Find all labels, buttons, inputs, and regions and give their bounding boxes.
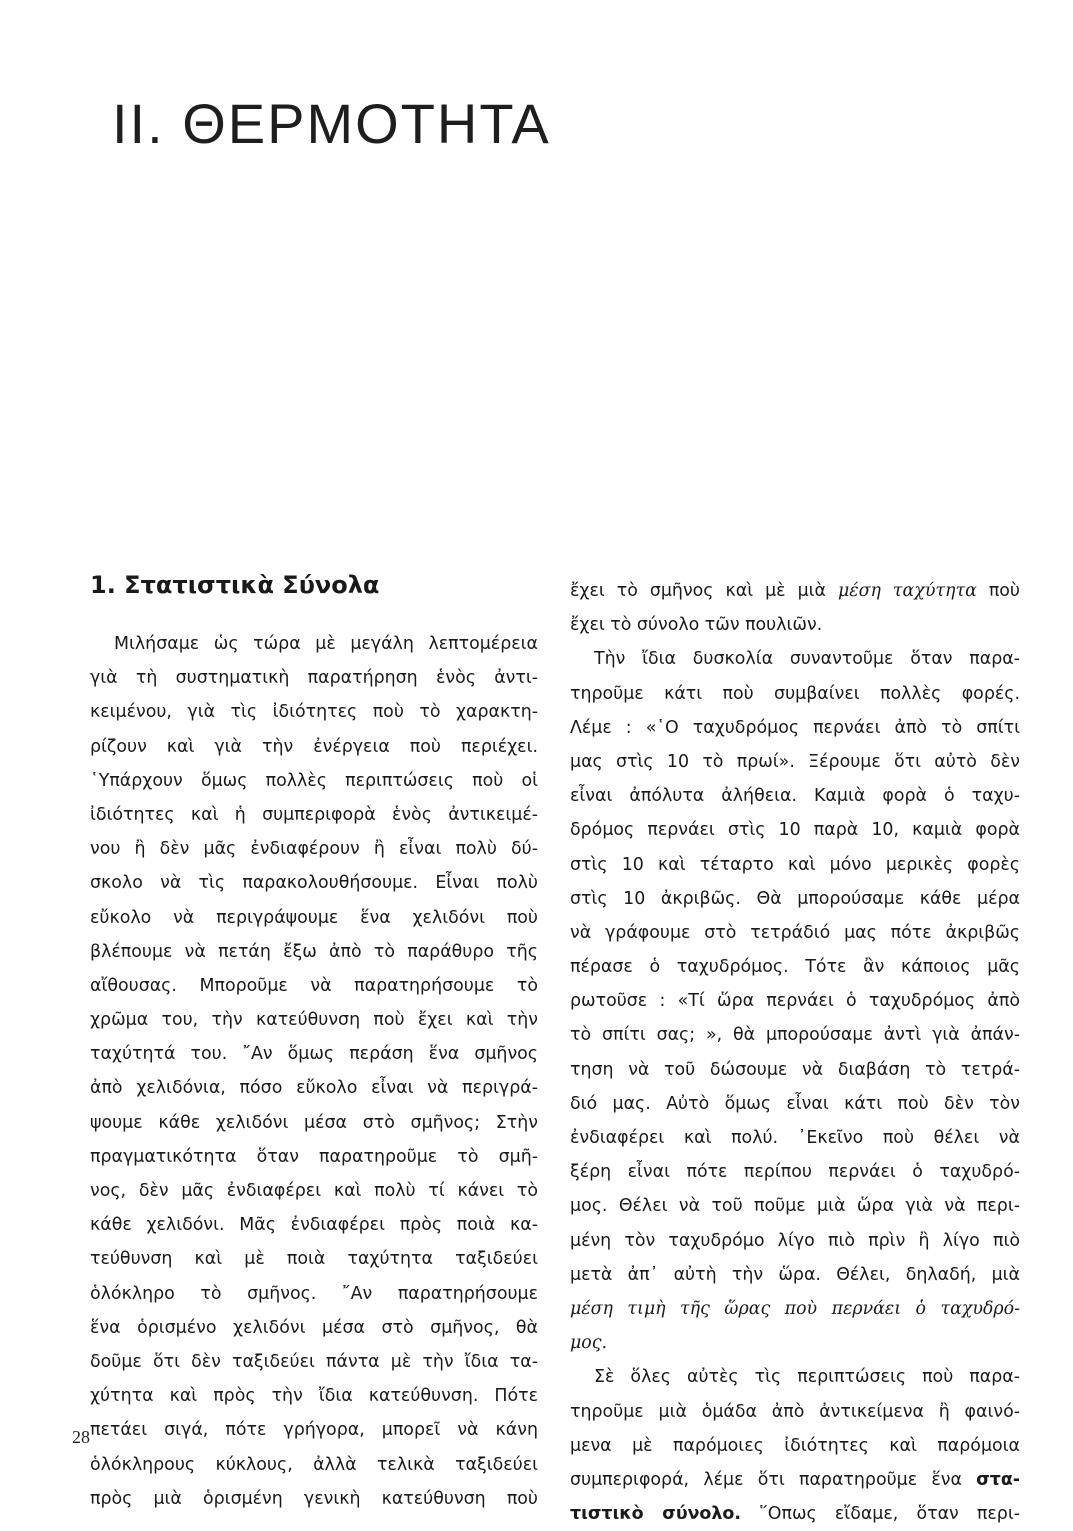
text-line: ἔχει τὸ σύνολο τῶν πουλιῶν.	[570, 615, 823, 636]
text-line: ῾Υπάρχουν ὅμως πολλὲς περιπτώσεις ποὺ οἱ	[90, 770, 538, 791]
text-line: εὔκολο νὰ περιγράψουμε ἕνα χελιδόνι ποὺ	[90, 907, 538, 928]
text-line: τηση νὰ τοῦ δώσουμε νὰ διαβάση τὸ τετρά-	[570, 1059, 1020, 1080]
text-line: δρόμος περνάει στὶς 10 παρὰ 10, καμιὰ φορὰ	[570, 820, 1020, 841]
text-line: μέση τιμὴ τῆς ὥρας ποὺ περνάει ὁ ταχυδρό-	[570, 1298, 1020, 1319]
text-line: Σὲ ὅλες αὐτὲς τὶς περιπτώσεις ποὺ παρα-	[594, 1367, 1020, 1388]
text-line: πραγματικότητα ὅταν παρατηροῦμε τὸ σμῆ-	[90, 1146, 538, 1167]
text-line: κάθε χελιδόνι. Μᾶς ἐνδιαφέρει πρὸς ποιὰ κα-	[90, 1215, 538, 1236]
text-line: νου ἢ δὲν μᾶς ἐνδιαφέρουν ἢ εἶναι πολὺ δύ-	[90, 839, 538, 860]
text-line: πρὸς μιὰ ὁρισμένη γενικὴ κατεύθυνση ποὺ	[90, 1488, 538, 1509]
text-line: εἶναι ἀπόλυτα ἀλήθεια. Καμιὰ φορὰ ὁ ταχυ-	[570, 786, 1020, 807]
text-line: πετάει σιγά, πότε γρήγορα, μπορεῖ νὰ κάνη	[90, 1420, 538, 1441]
text-line: τηροῦμε μιὰ ὁμάδα ἀπὸ ἀντικείμενα ἢ φαινό-	[570, 1401, 1020, 1422]
text-line: ἐνδιαφέρει καὶ πολύ. ᾿Εκεῖνο ποὺ θέλει νὰ	[570, 1128, 1020, 1148]
text-line: δοῦμε ὅτι δὲν ταξιδεύει πάντα μὲ τὴν ἴδια τα-	[90, 1351, 538, 1372]
text-line: διό μας. Αὐτὸ ὅμως εἶναι κάτι ποὺ δὲν τὸν	[570, 1093, 1020, 1114]
text-line: μετὰ ἀπ᾿ αὐτὴ τὴν ὥρα. Θέλει, δηλαδή, μιὰ	[570, 1264, 1020, 1285]
text-line: βλέπουμε νὰ πετάη ἔξω ἀπὸ τὸ παράθυρο τῆς	[90, 941, 538, 962]
section-heading: 1. Στατιστικὰ Σύνολα	[90, 571, 380, 599]
text-line: Μιλήσαμε ὡς τώρα μὲ μεγάλη λεπτομέρεια	[114, 634, 538, 654]
text-line: συμπεριφορά, λέμε ὅτι παρατηροῦμε ἕνα στα-	[570, 1469, 1020, 1490]
text-line: τεύθυνση καὶ μὲ ποιὰ ταχύτητα ταξιδεύει	[90, 1249, 538, 1270]
text-line: αἴθουσας. Μποροῦμε νὰ παρατηρήσουμε τὸ	[90, 975, 538, 996]
text-line: Λέμε : «῾Ο ταχυδρόμος περνάει ἀπὸ τὸ σπίτι	[570, 717, 1020, 738]
text-line: πέρασε ὁ ταχυδρόμος. Τότε ἂν κάποιος μᾶς	[570, 957, 1020, 978]
text-line: νος, δὲν μᾶς ἐνδιαφέρει καὶ πολὺ τί κάνει τὸ	[90, 1181, 538, 1201]
text-line: σκολο νὰ τὶς παρακολουθήσουμε. Εἶναι πολὺ	[90, 873, 538, 894]
text-line: ψουμε κάθε χελιδόνι μέσα στὸ σμῆνος; Στὴν	[90, 1112, 538, 1133]
left-column	[90, 627, 538, 1516]
text-line: Τὴν ἴδια δυσκολία συναντοῦμε ὅταν παρα-	[594, 649, 1020, 670]
text-line: κειμένου, γιὰ τὶς ἰδιότητες ποὺ τὸ χαρακτη-	[90, 702, 538, 723]
text-line: ἀπὸ χελιδόνια, πόσο εὔκολο εἶναι νὰ περιγρά-	[90, 1078, 538, 1099]
text-line: τηροῦμε κάτι ποὺ συμβαίνει πολλὲς φορές.	[570, 683, 1020, 704]
chapter-title: II. ΘΕΡΜΟΤΗΤΑ	[112, 92, 551, 155]
text-line: ἰδιότητες καὶ ἡ συμπεριφορὰ ἑνὸς ἀντικειμέ-	[90, 804, 538, 825]
text-line: ρίζουν καὶ γιὰ τὴν ἐνέργεια ποὺ περιέχει.	[90, 736, 538, 757]
text-line: ἔχει τὸ σμῆνος καὶ μὲ μιὰ μέση ταχύτητα ποὺ	[570, 581, 1020, 601]
right-column	[570, 574, 1020, 1531]
text-line: ρωτοῦσε : «Τί ὥρα περνάει ὁ ταχυδρόμος ἀπὸ	[570, 991, 1020, 1012]
text-line: μένη τὸν ταχυδρόμο λίγο πιὸ πρὶν ἢ λίγο πιὸ	[570, 1230, 1020, 1251]
text-line: τιστικὸ σύνολο. ῞Οπως εἴδαμε, ὅταν περι-	[570, 1504, 1020, 1525]
text-line: μενα μὲ παρόμοιες ἰδιότητες καὶ παρόμοια	[570, 1435, 1020, 1456]
text-line: ἕνα ὁρισμένο χελιδόνι μέσα στὸ σμῆνος, θὰ	[90, 1317, 538, 1338]
text-line: χρῶμα του, τὴν κατεύθυνση ποὺ ἔχει καὶ τὴν	[90, 1010, 538, 1031]
text-line: χύτητα καὶ πρὸς τὴν ἴδια κατεύθυνση. Πότε	[90, 1386, 538, 1407]
text-line: μος.	[570, 1333, 608, 1354]
text-line: γιὰ τὴ συστηματικὴ παρατήρηση ἑνὸς ἀντι-	[90, 668, 538, 689]
text-line: ὁλόκληρο τὸ σμῆνος. ῎Αν παρατηρήσουμε	[90, 1283, 538, 1304]
text-line: μος. Θέλει νὰ τοῦ ποῦμε μιὰ ὥρα γιὰ νὰ περι-	[570, 1196, 1020, 1217]
text-line: νὰ γράφουμε στὸ τετράδιό μας πότε ἀκριβῶς	[570, 922, 1020, 943]
text-line: τὸ σπίτι σας; », θὰ μπορούσαμε ἀντὶ γιὰ ἀπάν-	[570, 1025, 1020, 1046]
text-line: ταχύτητά του. ῎Αν ὅμως περάση ἕνα σμῆνος	[90, 1044, 538, 1065]
text-line: στὶς 10 ἀκριβῶς. Θὰ μπορούσαμε κάθε μέρα	[570, 888, 1020, 909]
text-line: ὁλόκληρους κύκλους, ἀλλὰ τελικὰ ταξιδεύει	[90, 1454, 538, 1475]
text-line: στὶς 10 καὶ τέταρτο καὶ μόνο μερικὲς φορὲς	[570, 854, 1020, 875]
text-line: μας στὶς 10 τὸ πρωί». Ξέρουμε ὅτι αὐτὸ δὲν	[570, 751, 1020, 772]
text-line: ξέρη εἶναι πότε περίπου περνάει ὁ ταχυδρό-	[570, 1162, 1020, 1183]
page-number: 28	[72, 1427, 90, 1447]
